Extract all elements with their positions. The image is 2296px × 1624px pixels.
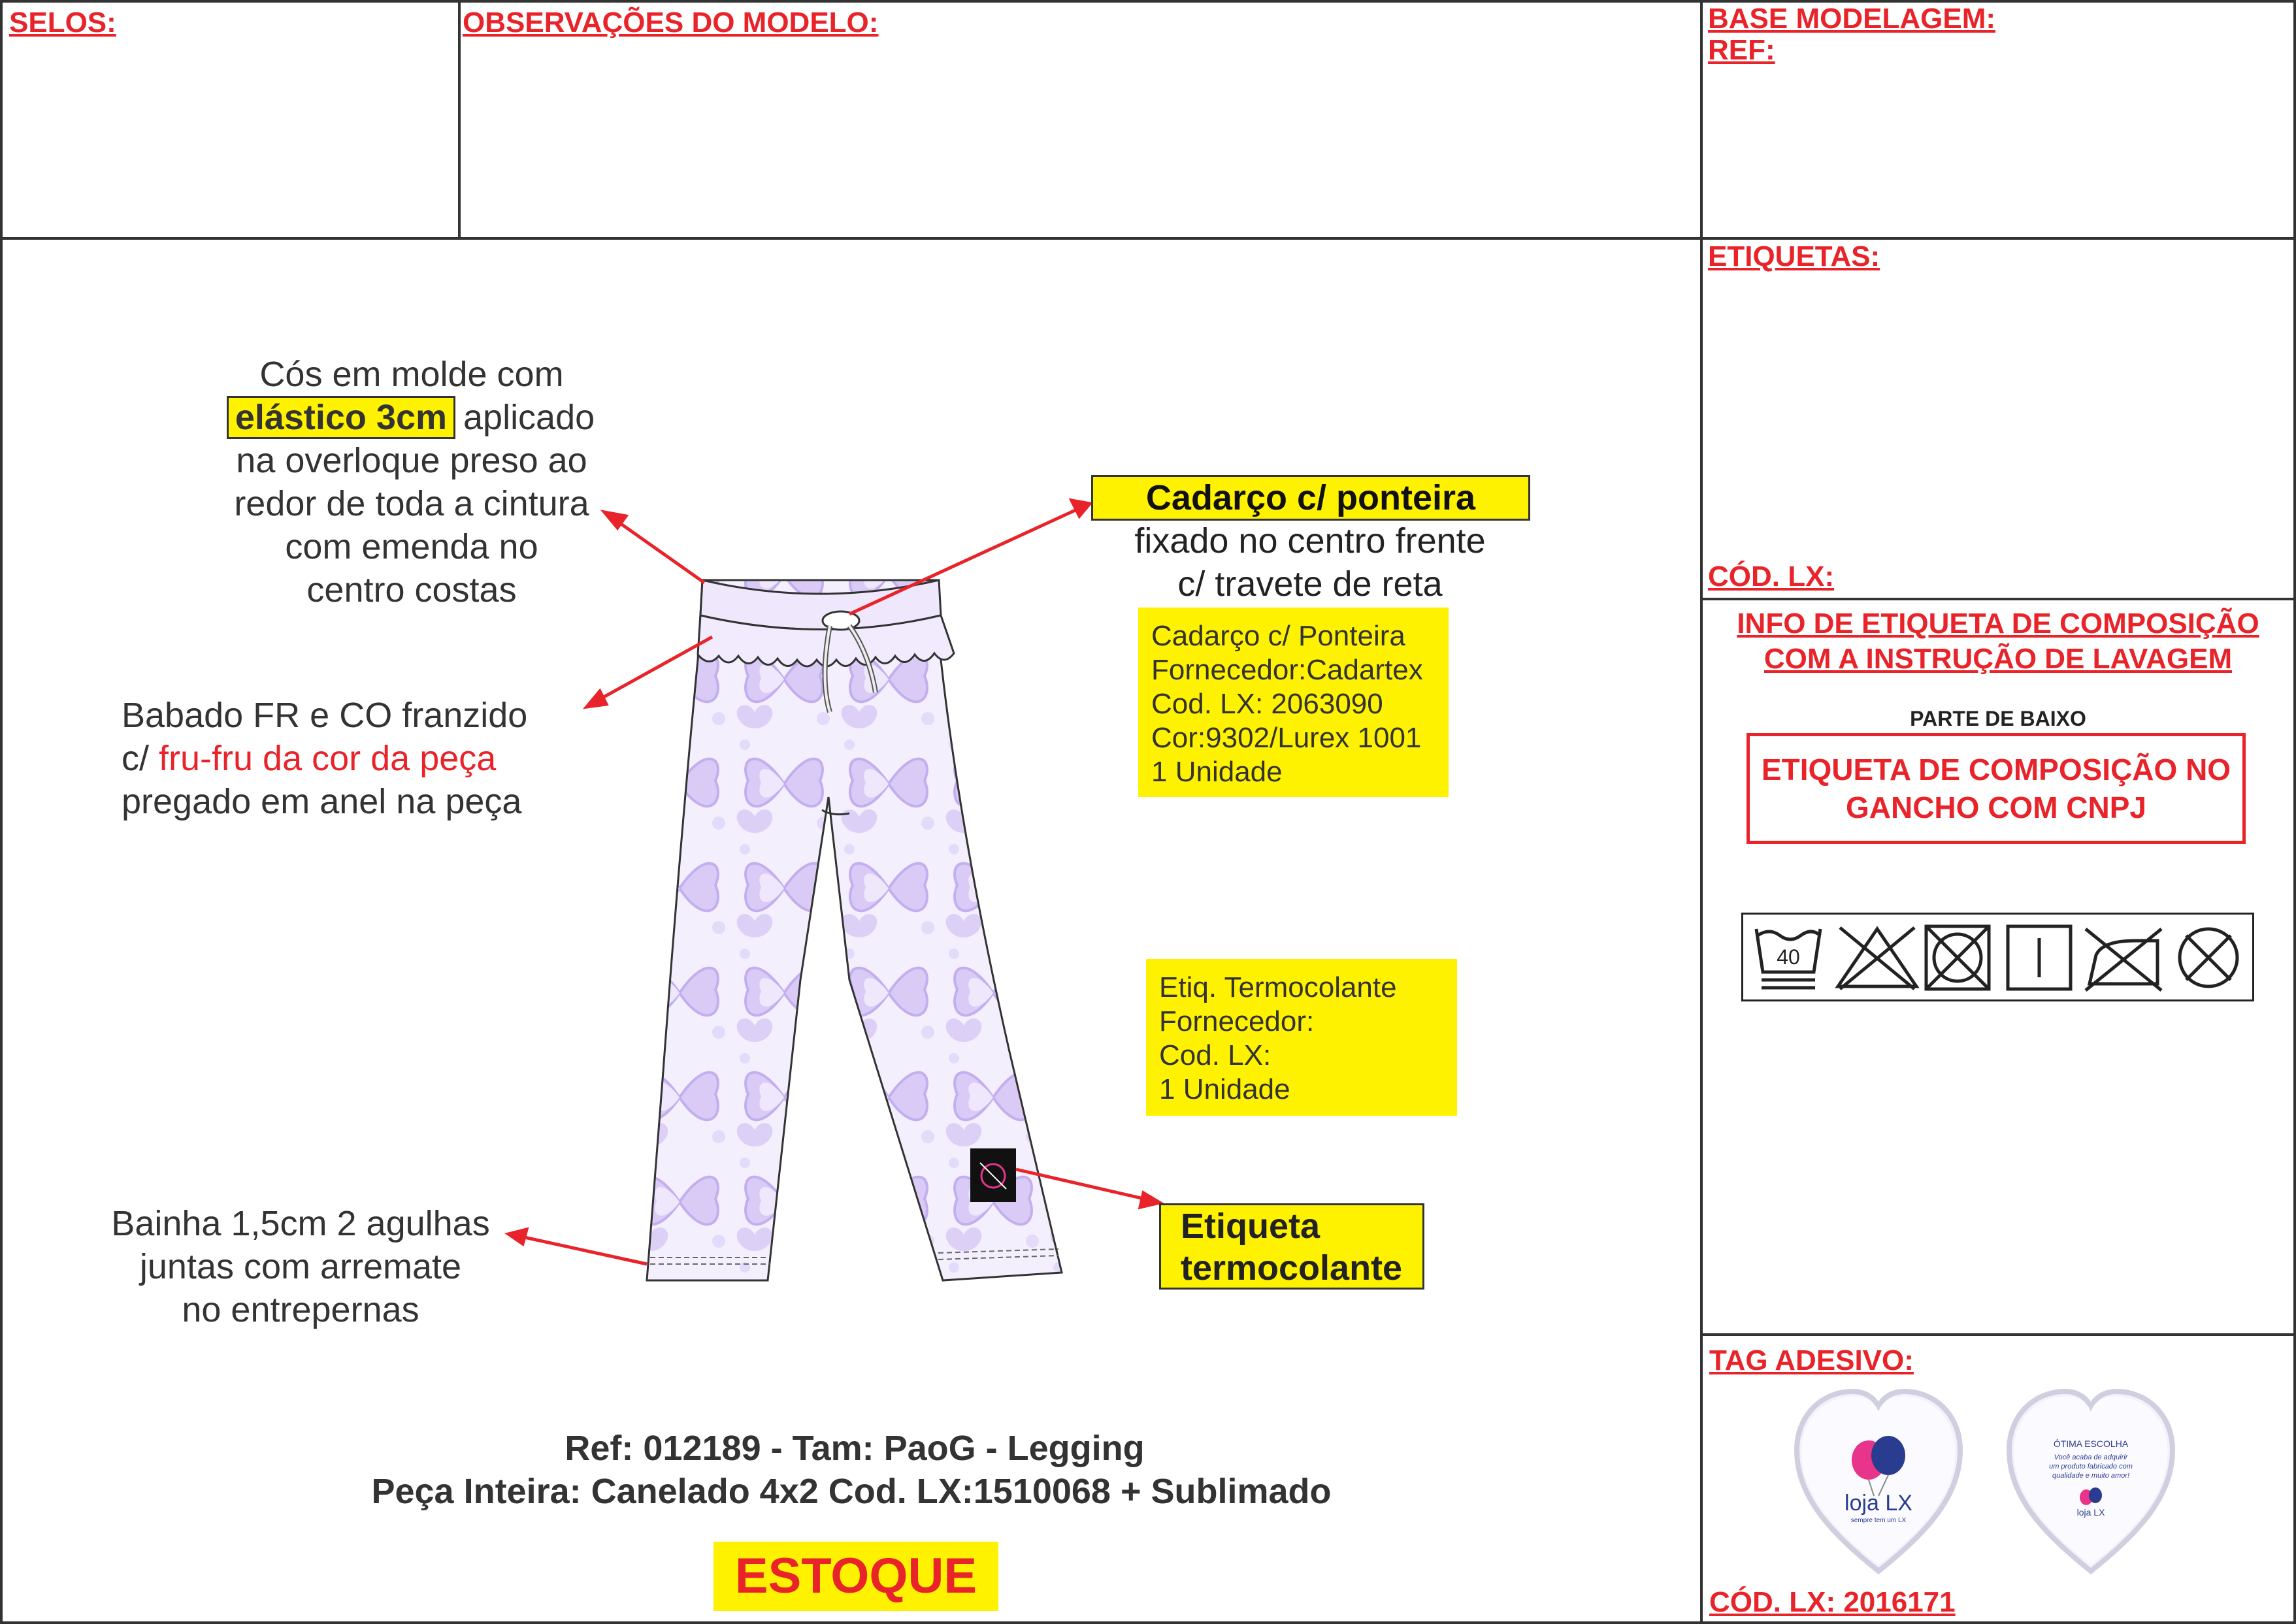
- composicao-red-box: [1747, 733, 2246, 844]
- cadarco-info-text: [1138, 608, 1449, 801]
- termo-info-line: Fornecedor:: [1159, 1005, 1315, 1037]
- etiquetas-box: [1700, 237, 2296, 600]
- termo-info-line: Etiq. Termocolante: [1159, 971, 1397, 1003]
- estoque-text: ESTOQUE: [734, 1548, 977, 1604]
- etiqueta-title-line1: Etiqueta: [1181, 1207, 1320, 1246]
- tag-cod-label: CÓD. LX: 2016171: [1709, 1586, 1956, 1618]
- ref-label: REF:: [1708, 34, 1775, 66]
- base-modelagem-label: BASE MODELAGEM:: [1708, 3, 1995, 35]
- cos-note-aplicado: aplicado: [453, 398, 595, 437]
- cadarco-note-line3: c/ travete de reta: [1177, 564, 1443, 604]
- wash-care-symbols: [1743, 915, 2252, 999]
- babado-note-line3: pregado em anel na peça: [122, 782, 522, 821]
- termo-info-line: 1 Unidade: [1159, 1073, 1290, 1105]
- termocolante-info-text: [1146, 959, 1457, 1118]
- cos-note-line4: redor de toda a cintura: [234, 484, 589, 523]
- bainha-note-line2: juntas com arremate: [139, 1247, 462, 1286]
- base-modelagem-box: [1700, 0, 2296, 240]
- cadarco-note: [1088, 519, 1532, 606]
- estoque-badge: [713, 1542, 998, 1611]
- cos-note-line6: centro costas: [306, 570, 517, 609]
- observacoes-label: OBSERVAÇÕES DO MODELO:: [463, 7, 879, 39]
- cadarco-info-line: Fornecedor:Cadartex: [1151, 654, 1423, 686]
- termo-info-line: Cod. LX:: [1159, 1039, 1271, 1071]
- peca-line: Peça Inteira: Canelado 4x2 Cod. LX:1510068 + Sublimado: [371, 1472, 1332, 1511]
- no-dry-clean-icon: [2180, 929, 2237, 986]
- info-title-line1: INFO DE ETIQUETA DE COMPOSIÇÃO: [1737, 608, 2259, 640]
- elastico-highlight: elástico 3cm: [229, 398, 453, 437]
- ref-line: Ref: 012189 - Tam: PaoG - Legging: [565, 1429, 1145, 1468]
- cadarco-title-box: [1091, 475, 1530, 521]
- cadarco-info-line: Cod. LX: 2063090: [1151, 688, 1383, 720]
- selos-label: SELOS:: [9, 7, 116, 39]
- tag-adesivo-label: TAG ADESIVO:: [1709, 1344, 1914, 1376]
- cadarco-info-line: Cor:9302/Lurex 1001: [1151, 722, 1422, 754]
- bainha-note-line1: Bainha 1,5cm 2 agulhas: [111, 1204, 490, 1243]
- composicao-line1: ETIQUETA DE COMPOSIÇÃO NO: [1761, 753, 2231, 787]
- cadarco-title: Cadarço c/ ponteira: [1145, 478, 1476, 517]
- cos-note: [203, 353, 621, 611]
- tag-back-text-2: um produto fabricado com: [2049, 1463, 2133, 1470]
- line-dry-icon: [2008, 926, 2071, 989]
- cos-note-line3: na overloque preso ao: [236, 441, 587, 480]
- cadarco-note-line2: fixado no centro frente: [1134, 521, 1486, 560]
- cadarco-info-line: Cadarço c/ Ponteira: [1151, 620, 1405, 652]
- cos-note-line1: Cós em molde com: [259, 355, 564, 394]
- cadarco-info-line: 1 Unidade: [1151, 756, 1283, 788]
- cod-lx-label: CÓD. LX:: [1708, 560, 1835, 593]
- termocolante-info-box: [1146, 959, 1457, 1116]
- no-bleach-icon: [1838, 928, 1916, 989]
- babado-note-cpart: c/: [122, 739, 159, 778]
- tag-hearts: [1790, 1385, 2208, 1581]
- wash-temp-text: 40: [1777, 945, 1800, 969]
- cos-note-line5: com emenda no: [285, 527, 538, 566]
- babado-note-frufru: fru-fru da cor da peça: [159, 739, 497, 778]
- parte-de-baixo-label: PARTE DE BAIXO: [1910, 707, 2086, 730]
- bainha-note: [91, 1202, 510, 1331]
- tag-logo-subtext: sempre tem um LX: [1850, 1517, 1907, 1524]
- tag-back-logo-text: loja LX: [2076, 1507, 2105, 1518]
- babado-note-line2: [122, 737, 527, 780]
- cadarco-info-box: [1138, 608, 1449, 797]
- termocolante-label-on-garment: [970, 1148, 1016, 1202]
- tag-back-text-3: qualidade e muito amor!: [2052, 1472, 2130, 1480]
- babado-note-line1: Babado FR e CO franzido: [122, 696, 528, 735]
- cos-note-line2: [203, 396, 621, 439]
- tag-back-title: ÓTIMA ESCOLHA: [2053, 1438, 2129, 1449]
- info-title-line2: COM A INSTRUÇÃO DE LAVAGEM: [1763, 643, 2233, 675]
- tag-back-heart: [2009, 1391, 2173, 1571]
- composicao-line2: GANCHO COM CNPJ: [1845, 790, 2147, 824]
- wash-care-strip: [1741, 913, 2254, 1001]
- etiqueta-termocolante-box: [1159, 1203, 1424, 1290]
- tag-logo-text: loja LX: [1845, 1491, 1912, 1516]
- bainha-note-line3: no entrepernas: [182, 1290, 419, 1329]
- tag-front-heart: [1797, 1391, 1960, 1571]
- etiqueta-title-line2: termocolante: [1181, 1248, 1403, 1288]
- tag-back-text-1: Você acaba de adquirir: [2054, 1453, 2128, 1461]
- no-iron-icon: [2086, 929, 2161, 990]
- babado-note: [122, 694, 527, 823]
- no-tumble-dry-icon: [1926, 926, 1989, 989]
- etiquetas-label: ETIQUETAS:: [1708, 240, 1880, 272]
